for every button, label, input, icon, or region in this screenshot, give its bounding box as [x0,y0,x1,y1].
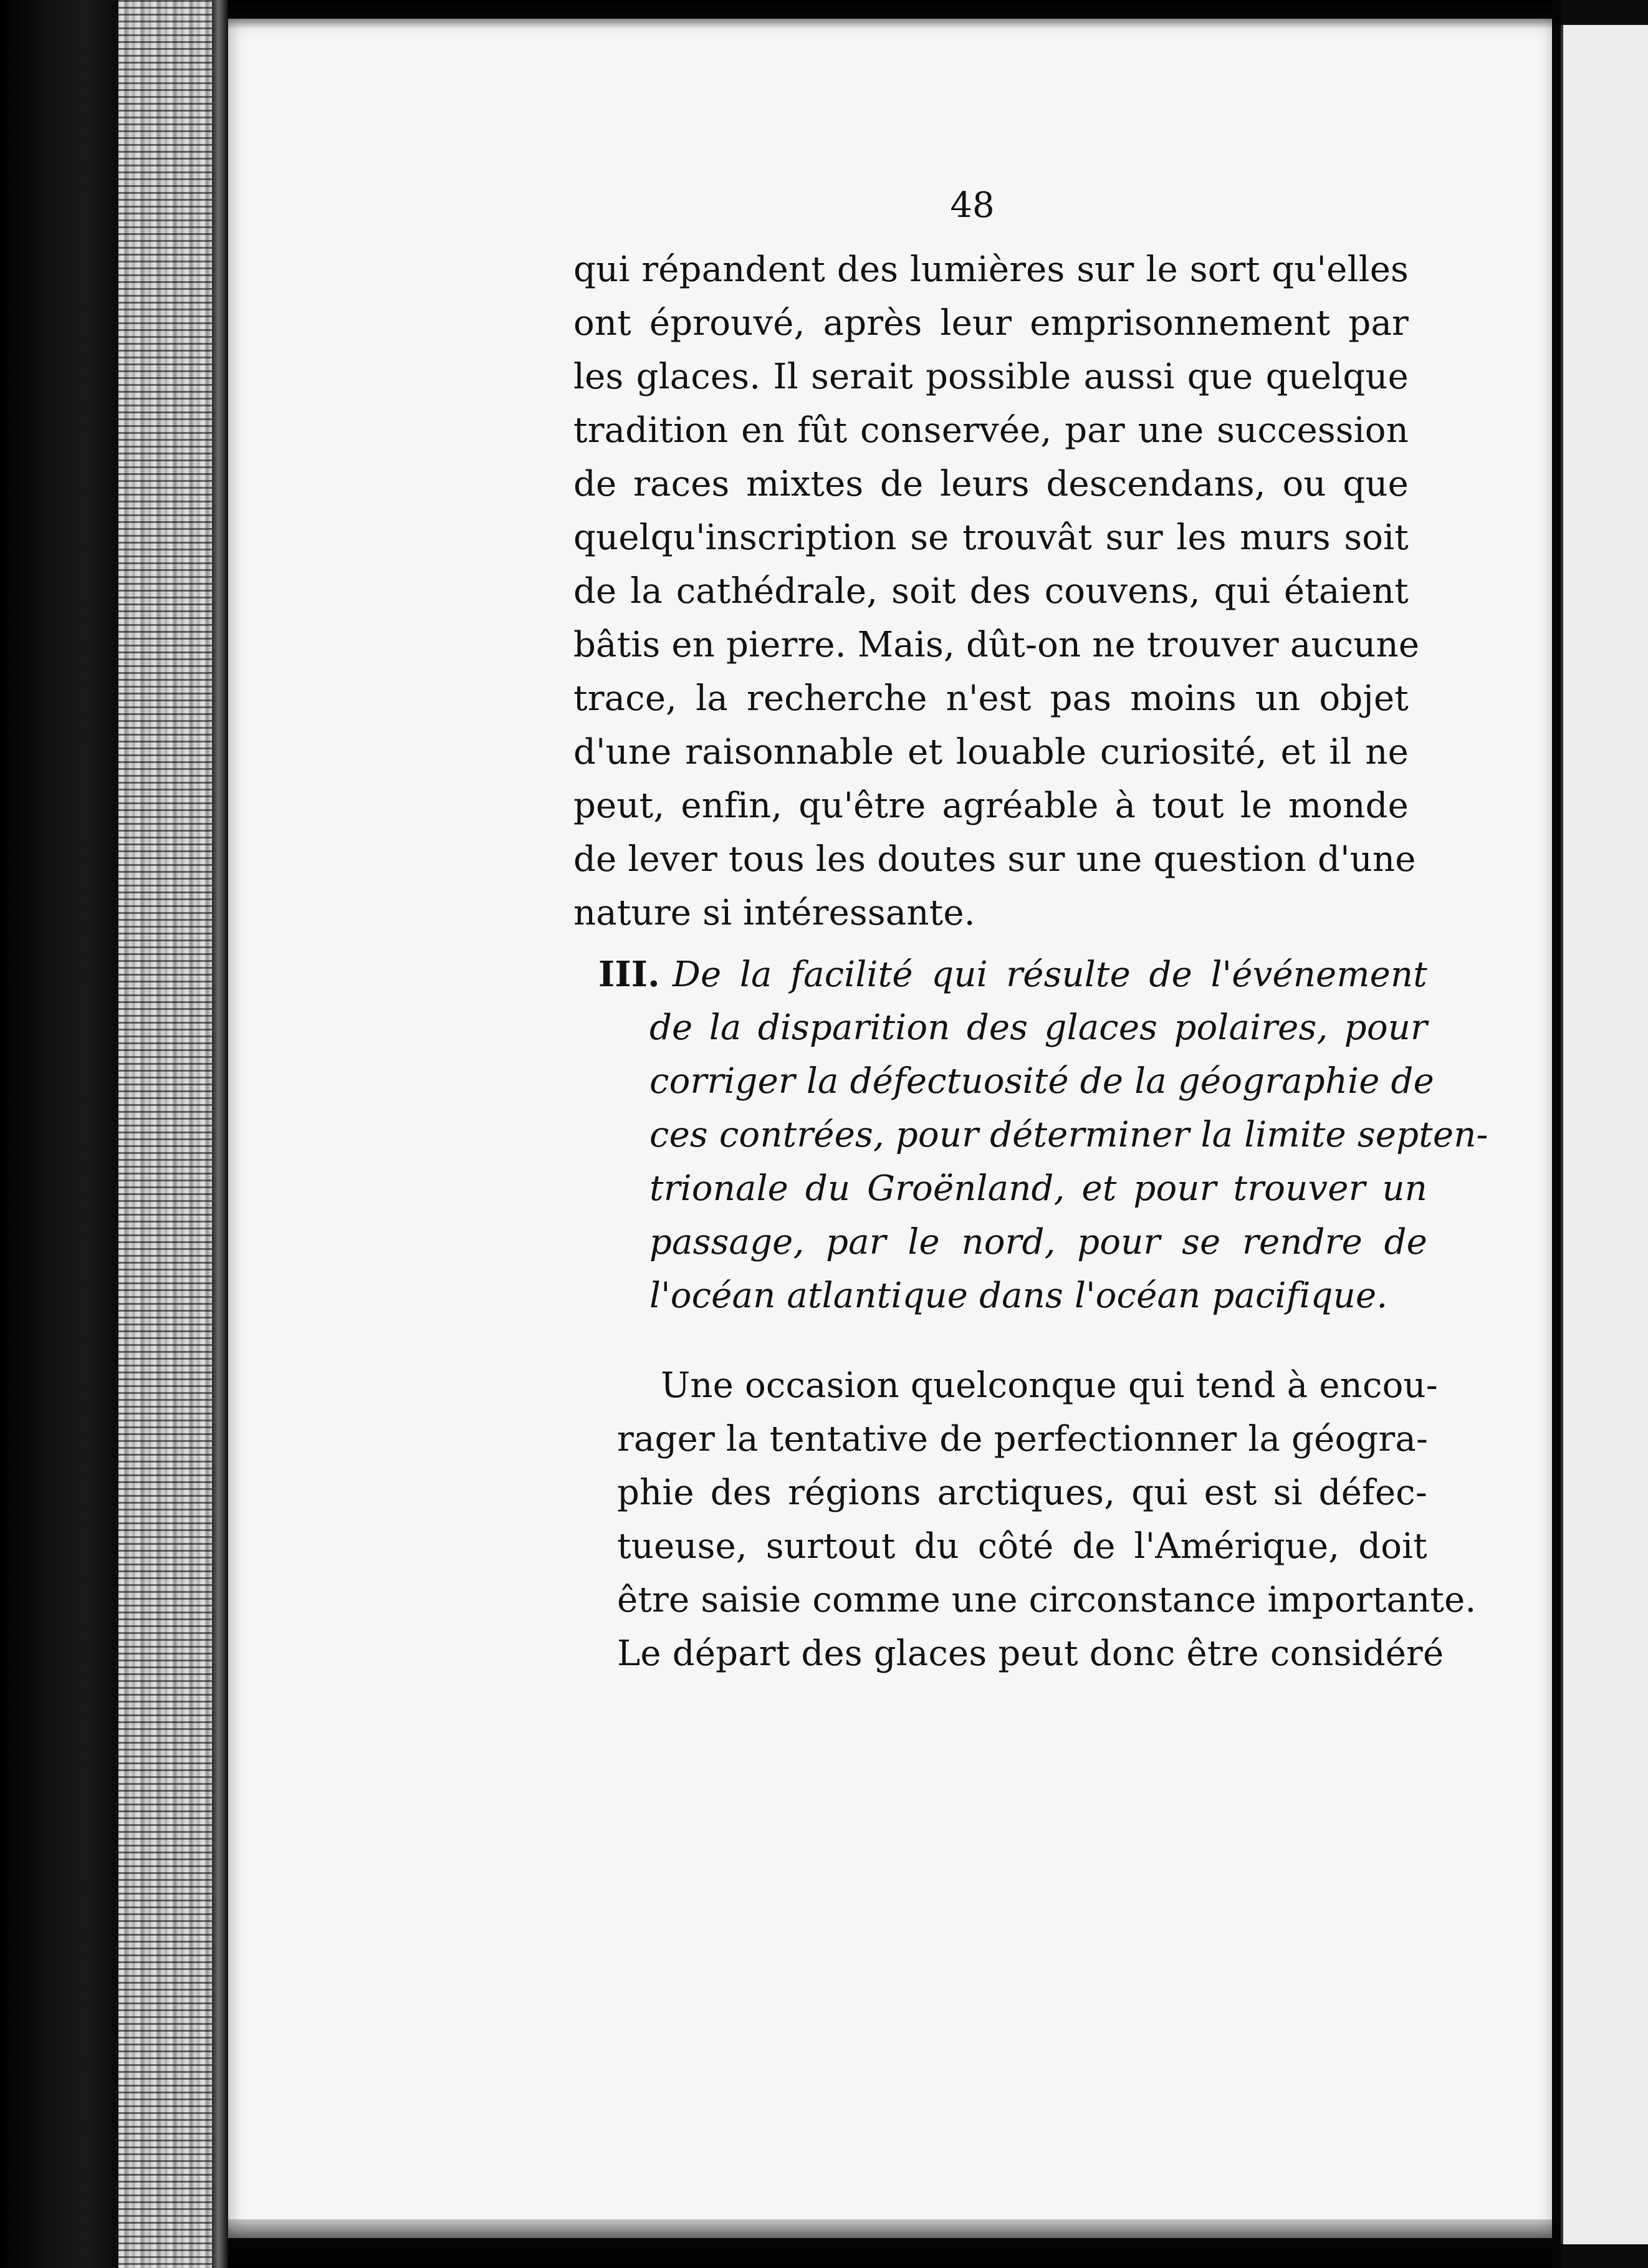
heading-line: passage, par le nord, pour se rendre de [649,1222,1427,1262]
text-line: d'une raisonnable et louable curiosité, et il ne [573,732,1409,772]
text-line: quelqu'inscription se trouvât sur les murs soit [573,517,1409,558]
bottom-shadow [228,2219,1556,2268]
heading-line: ces contrées, pour déterminer la limite septen- [649,1115,1488,1155]
text-line: de lever tous les doutes sur une question d'une [573,839,1416,880]
top-shadow [228,0,1556,29]
paragraph-1 [573,243,1420,940]
text-line: de races mixtes de leurs descendans, ou que [573,464,1409,504]
page-number: 48 [950,185,995,226]
text-line: Le départ des glaces peut donc être considéré [617,1633,1444,1674]
text-line: tueuse, surtout du côté de l'Amérique, doit [617,1526,1427,1567]
text-line: trace, la recherche n'est pas moins un objet [573,678,1409,719]
text-line: bâtis en pierre. Mais, dût-on ne trouver aucune [573,625,1420,665]
text-line: Une occasion quelconque qui tend à encou- [661,1365,1438,1406]
heading-line: corriger la défectuosité de la géographie de [649,1061,1434,1102]
book-binding [0,0,125,2268]
heading-line: trionale du Groënland, et pour trouver un [649,1168,1427,1209]
text-line: peut, enfin, qu'être agréable à tout le monde [573,786,1409,826]
section-number: III. [598,954,660,995]
text-line: de la cathédrale, soit des couvens, qui étaient [573,571,1409,612]
heading-line: de la disparition des glaces polaires, pour [649,1007,1427,1048]
heading-line-first [598,948,1427,1001]
heading-text: De la facilité qui résulte de l'événement [672,954,1427,995]
heading-line: l'océan atlantique dans l'océan pacifique. [649,1276,1388,1316]
text-line: ont éprouvé, après leur emprisonnement par [573,303,1409,344]
next-page-edge [1561,25,1648,2244]
text-line: tradition en fût conservée, par une succession [573,410,1409,451]
gutter-edge [212,0,228,2268]
text-line: les glaces. Il serait possible aussi que quelque [573,357,1409,397]
section-heading [598,948,1488,1323]
right-binding-rule [1552,0,1561,2268]
text-line: être saisie comme une circonstance importante. [617,1580,1477,1620]
text-line: nature si intéressante. [573,893,975,933]
text-line: rager la tentative de perfectionner la géogra- [617,1419,1429,1459]
text-line: phie des régions arctiques, qui est si défec- [617,1473,1427,1513]
paragraph-2 [617,1359,1477,1681]
page-gutter [118,0,228,2268]
text-line: qui répandent des lumières sur le sort qu'elles [573,249,1409,290]
